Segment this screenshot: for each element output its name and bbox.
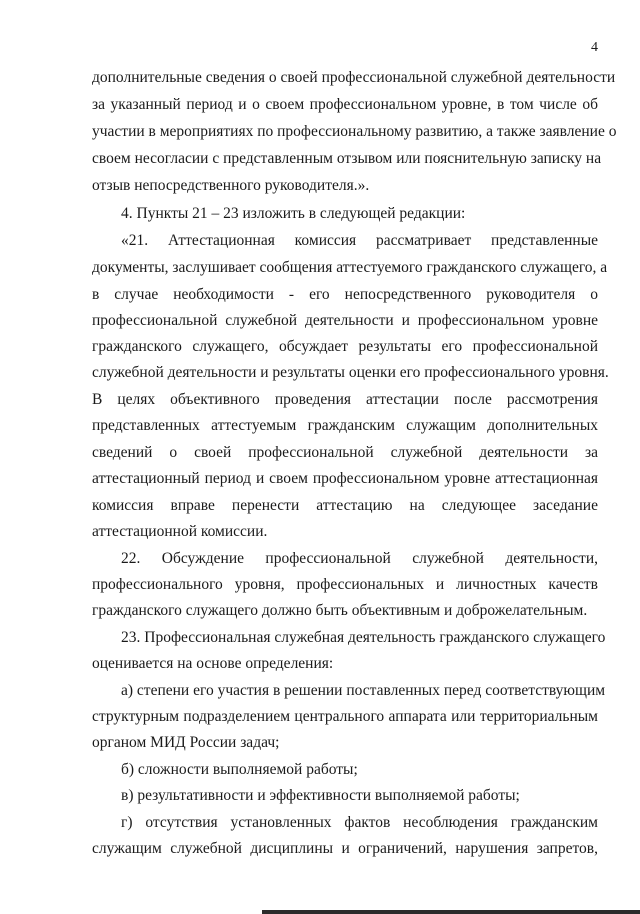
text-line: 4. Пункты 21 – 23 изложить в следующей редакции:: [121, 205, 466, 222]
text-line: за указанный период и о своем профессиональном уровне, в том числе об: [92, 96, 598, 113]
text-line: В целях объективного проведения аттестации после рассмотрения: [92, 391, 598, 408]
text-line: комиссия вправе перенести аттестацию на следующее заседание: [92, 497, 598, 514]
text-line: органом МИД России задач;: [92, 734, 280, 751]
text-line: 23. Профессиональная служебная деятельность гражданского служащего: [121, 629, 606, 646]
text-line: в) результативности и эффективности выполняемой работы;: [121, 787, 520, 804]
text-line: гражданского служащего, обсуждает результаты его профессиональной: [92, 338, 598, 355]
text-line: отзыв непосредственного руководителя.».: [92, 177, 370, 194]
text-line: аттестационный период и своем профессиональном уровне аттестационная: [92, 470, 598, 487]
text-line: а) степени его участия в решении поставленных перед соответствующим: [121, 682, 606, 699]
text-line: сведений о своей профессиональной служебной деятельности за: [92, 444, 598, 461]
text-line: г) отсутствия установленных фактов несоблюдения гражданским: [121, 814, 598, 831]
text-line: служащим служебной дисциплины и ограничений, нарушения запретов,: [92, 840, 598, 857]
text-line: представленных аттестуемым гражданским служащим дополнительных: [92, 417, 598, 434]
text-line: оценивается на основе определения:: [92, 655, 334, 672]
text-line: служебной деятельности и результаты оценки его профессионального уровня.: [92, 364, 609, 381]
text-line: структурным подразделением центрального аппарата или территориальным: [92, 708, 598, 725]
text-line: участии в мероприятиях по профессиональному развитию, а также заявление о: [92, 123, 617, 140]
scan-bottom-edge: [262, 910, 640, 914]
text-line: документы, заслушивает сообщения аттестуемого гражданского служащего, а: [92, 259, 608, 276]
text-line: б) сложности выполняемой работы;: [121, 761, 358, 778]
text-line: профессиональной служебной деятельности и профессиональном уровне: [92, 312, 598, 329]
text-line: аттестационной комиссии.: [92, 523, 268, 540]
text-line: гражданского служащего должно быть объективным и доброжелательным.: [92, 602, 588, 619]
text-line: профессионального уровня, профессиональных и личностных качеств: [92, 576, 598, 593]
page-number: 4: [591, 40, 598, 55]
text-line: дополнительные сведения о своей профессиональной служебной деятельности: [92, 69, 616, 86]
text-line: 22. Обсуждение профессиональной служебной деятельности,: [121, 550, 598, 567]
text-line: в случае необходимости - его непосредственного руководителя о: [92, 286, 598, 303]
text-line: «21. Аттестационная комиссия рассматривает представленные: [121, 232, 598, 249]
text-line: своем несогласии с представленным отзывом или пояснительную записку на: [92, 150, 602, 167]
